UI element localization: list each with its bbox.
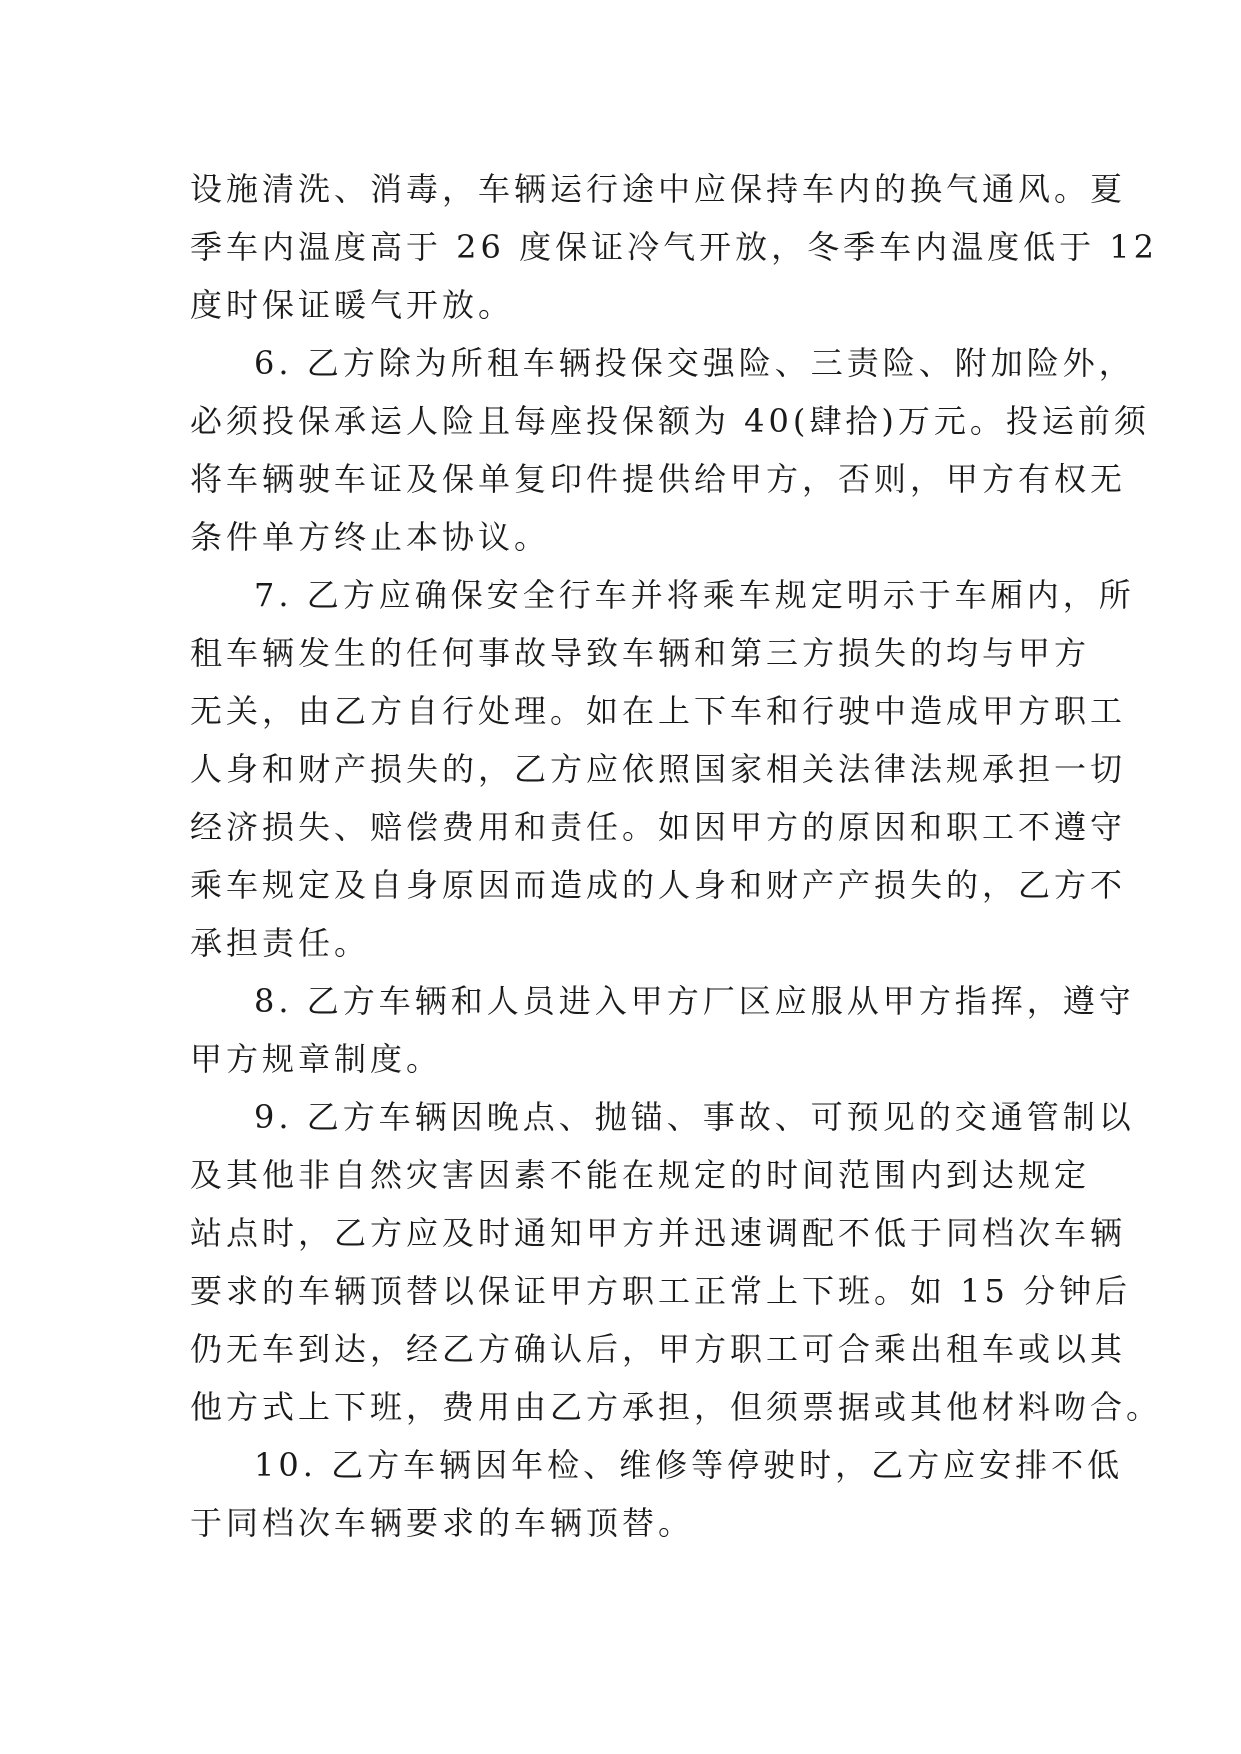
text-line: 于同档次车辆要求的车辆顶替。 [190, 1504, 695, 1542]
text-line: 他方式上下班，费用由乙方承担，但须票据或其他材料吻合。 [190, 1388, 1163, 1426]
text-line: 仍无车到达，经乙方确认后，甲方职工可合乘出租车或以其 [190, 1330, 1127, 1368]
paragraph-clause-6 [190, 334, 1150, 566]
text-line: 9. 乙方车辆因晚点、抛锚、事故、可预见的交通管制以 [254, 1098, 1135, 1136]
text-line: 10. 乙方车辆因年检、维修等停驶时，乙方应安排不低 [254, 1446, 1124, 1484]
text-line: 8. 乙方车辆和人员进入甲方厂区应服从甲方指挥，遵守 [254, 982, 1135, 1020]
text-line: 要求的车辆顶替以保证甲方职工正常上下班。如 15 分钟后 [190, 1272, 1132, 1310]
text-line: 条件单方终止本协议。 [190, 518, 551, 556]
paragraph-clause-9 [190, 1088, 1163, 1436]
text-line: 经济损失、赔偿费用和责任。如因甲方的原因和职工不遵守 [190, 808, 1127, 846]
document-body [190, 160, 1163, 1552]
text-line: 承担责任。 [190, 924, 371, 962]
text-line: 度时保证暖气开放。 [190, 286, 515, 324]
text-line: 甲方规章制度。 [190, 1040, 443, 1078]
text-line: 站点时，乙方应及时通知甲方并迅速调配不低于同档次车辆 [190, 1214, 1127, 1252]
text-line: 设施清洗、消毒，车辆运行途中应保持车内的换气通风。夏 [190, 170, 1127, 208]
text-line: 租车辆发生的任何事故导致车辆和第三方损失的均与甲方 [190, 634, 1091, 672]
paragraph-clause-7 [190, 566, 1135, 972]
text-line: 6. 乙方除为所租车辆投保交强险、三责险、附加险外， [254, 344, 1135, 382]
paragraph-clause-10 [190, 1436, 1124, 1552]
text-line: 7. 乙方应确保安全行车并将乘车规定明示于车厢内，所 [254, 576, 1135, 614]
text-line: 乘车规定及自身原因而造成的人身和财产产损失的，乙方不 [190, 866, 1127, 904]
text-line: 人身和财产损失的，乙方应依照国家相关法律法规承担一切 [190, 750, 1127, 788]
text-line: 无关，由乙方自行处理。如在上下车和行驶中造成甲方职工 [190, 692, 1127, 730]
text-line: 及其他非自然灾害因素不能在规定的时间范围内到达规定 [190, 1156, 1091, 1194]
text-line: 将车辆驶车证及保单复印件提供给甲方，否则，甲方有权无 [190, 460, 1127, 498]
text-line: 季车内温度高于 26 度保证冷气开放，冬季车内温度低于 12 [190, 228, 1158, 266]
text-line: 必须投保承运人险且每座投保额为 40(肆拾)万元。投运前须 [190, 402, 1150, 440]
paragraph-continuation [190, 160, 1158, 334]
paragraph-clause-8 [190, 972, 1135, 1088]
